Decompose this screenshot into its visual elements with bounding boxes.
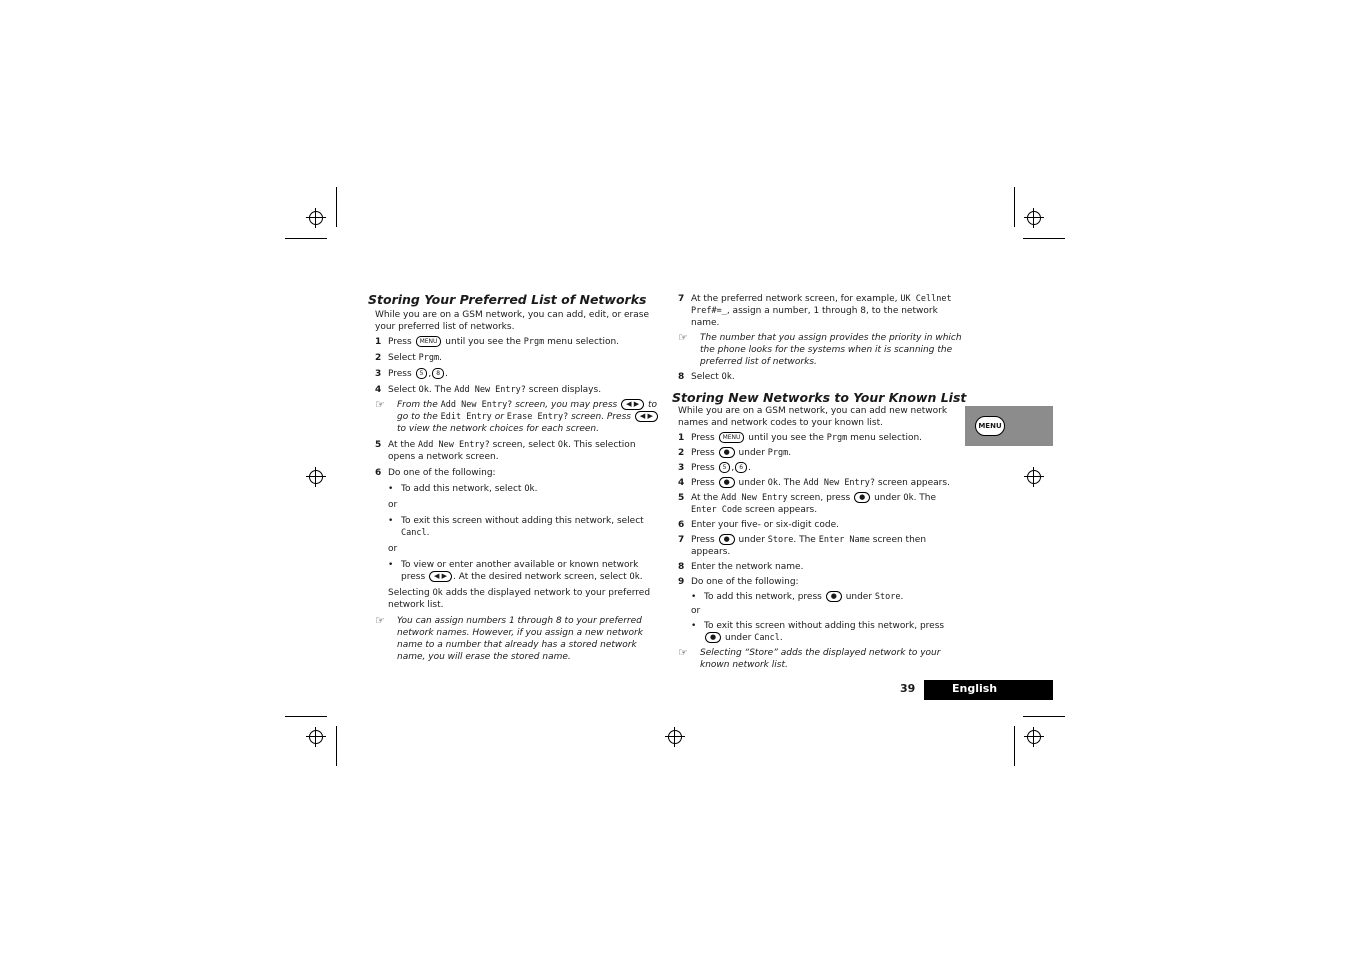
select-key-icon: ● [854,492,870,503]
left-column [368,293,660,663]
left-right-key-icon: ◀ ▶ [635,411,658,422]
note: ☞ Selecting “Store” adds the displayed network to your known network list. [678,646,941,670]
pointing-hand-icon: ☞ [375,398,385,411]
crop-mark [1014,726,1015,766]
step-6: 6 Enter your five- or six-digit code. [678,520,839,530]
step-4: 4 Press ● under Ok. The Add New Entry? screen appears. [678,478,950,488]
section-heading: Storing New Networks to Your Known List [672,390,967,405]
crop-mark [285,238,327,239]
or-text: or [388,544,398,554]
right-column [672,293,967,671]
step-7: 7 Press ● under Store. The Enter Name screen then appears. [678,535,927,557]
step-2: 2 Press ● under Prgm. [678,448,792,458]
section-heading: Storing Your Preferred List of Networks [368,292,647,307]
list-item: • To add this network, select Ok. [388,483,660,495]
intro-text: While you are on a GSM network, you can add new network names and network codes to your known list. [678,406,948,428]
registration-mark-icon [1024,727,1044,747]
select-key-icon: ● [719,477,735,488]
crop-mark [285,716,327,717]
step-5: 5 At the Add New Entry screen, press ● under Ok. The Enter Code screen appears. [678,493,937,515]
registration-mark-icon [306,727,326,747]
menu-key-icon: MENU [416,336,442,347]
left-right-key-icon: ◀ ▶ [621,399,644,410]
key-5-icon: 5 [719,462,731,473]
crop-mark [1014,187,1015,227]
menu-key-icon: MENU [719,432,745,443]
step-8: 8 Enter the network name. [678,562,804,572]
crop-mark [1023,238,1065,239]
intro-text: While you are on a GSM network, you can add, edit, or erase your preferred list of networks. [375,310,649,332]
select-key-icon: ● [719,447,735,458]
menu-key-icon: MENU [975,416,1005,436]
step-5: 5 At the Add New Entry? screen, select Ok. This selection opens a network screen. [375,440,636,462]
step-9: 9 Do one of the following: [678,577,799,587]
select-key-icon: ● [826,591,842,602]
crop-mark [336,187,337,227]
registration-mark-icon [306,208,326,228]
crop-mark [1023,716,1065,717]
list-item: • To exit this screen without adding this network, press ● under Cancl. [691,620,963,644]
note: ☞ The number that you assign provides the priority in which the phone looks for the systems when it is scanning the preferred list of networks. [678,331,962,367]
registration-mark-icon [1024,208,1044,228]
selection-text: Selecting Ok adds the displayed network to your preferred network list. [388,588,651,610]
language-label: English [924,680,1053,700]
or-text: or [691,606,701,616]
step-4: 4 Select Ok. The Add New Entry? screen displays. [375,385,602,395]
list-item: • To add this network, press ● under Store. [691,591,963,603]
list-item: • To view or enter another available or known network press ◀ ▶ . At the desired network screen, select Ok. [388,559,660,583]
step-1: 1 Press MENU until you see the Prgm menu selection. [375,337,620,347]
registration-mark-icon [665,727,685,747]
step-6: 6 Do one of the following: [375,468,496,478]
step-1: 1 Press MENU until you see the Prgm menu selection. [678,433,923,443]
key-5-icon: 5 [416,368,428,379]
registration-mark-icon [1024,467,1044,487]
note: ☞ You can assign numbers 1 through 8 to your preferred network names. However, if you assign a new network name to a number that already has a stored network name, you will erase the stored name. [375,614,643,662]
pointing-hand-icon: ☞ [678,646,688,659]
step-3: 3 Press 5 , 8 . [375,369,448,379]
pointing-hand-icon: ☞ [678,331,688,344]
step-8: 8 Select Ok. [678,372,735,382]
key-8-icon: 8 [432,368,444,379]
left-right-key-icon: ◀ ▶ [429,571,452,582]
registration-mark-icon [306,467,326,487]
page-number: 39 [900,682,916,695]
or-text: or [388,500,398,510]
step-7: 7 At the preferred network screen, for example, UK Cellnet Pref#=_, assign a number, 1 through 8, to the network name. [678,294,952,328]
step-2: 2 Select Prgm. [375,353,442,363]
note: ☞ From the Add New Entry? screen, you may press ◀ ▶ to go to the Edit Entry or Erase Entry? screen. Press ◀ ▶ to view the network choices for each screen. [375,398,658,434]
pointing-hand-icon: ☞ [375,614,385,627]
menu-section-tab [965,406,1053,446]
crop-mark [336,726,337,766]
select-key-icon: ● [719,534,735,545]
key-6-icon: 6 [735,462,747,473]
select-key-icon: ● [705,632,721,643]
list-item: • To exit this screen without adding this network, select Cancl. [388,515,660,539]
step-3: 3 Press 5 , 6 . [678,463,751,473]
